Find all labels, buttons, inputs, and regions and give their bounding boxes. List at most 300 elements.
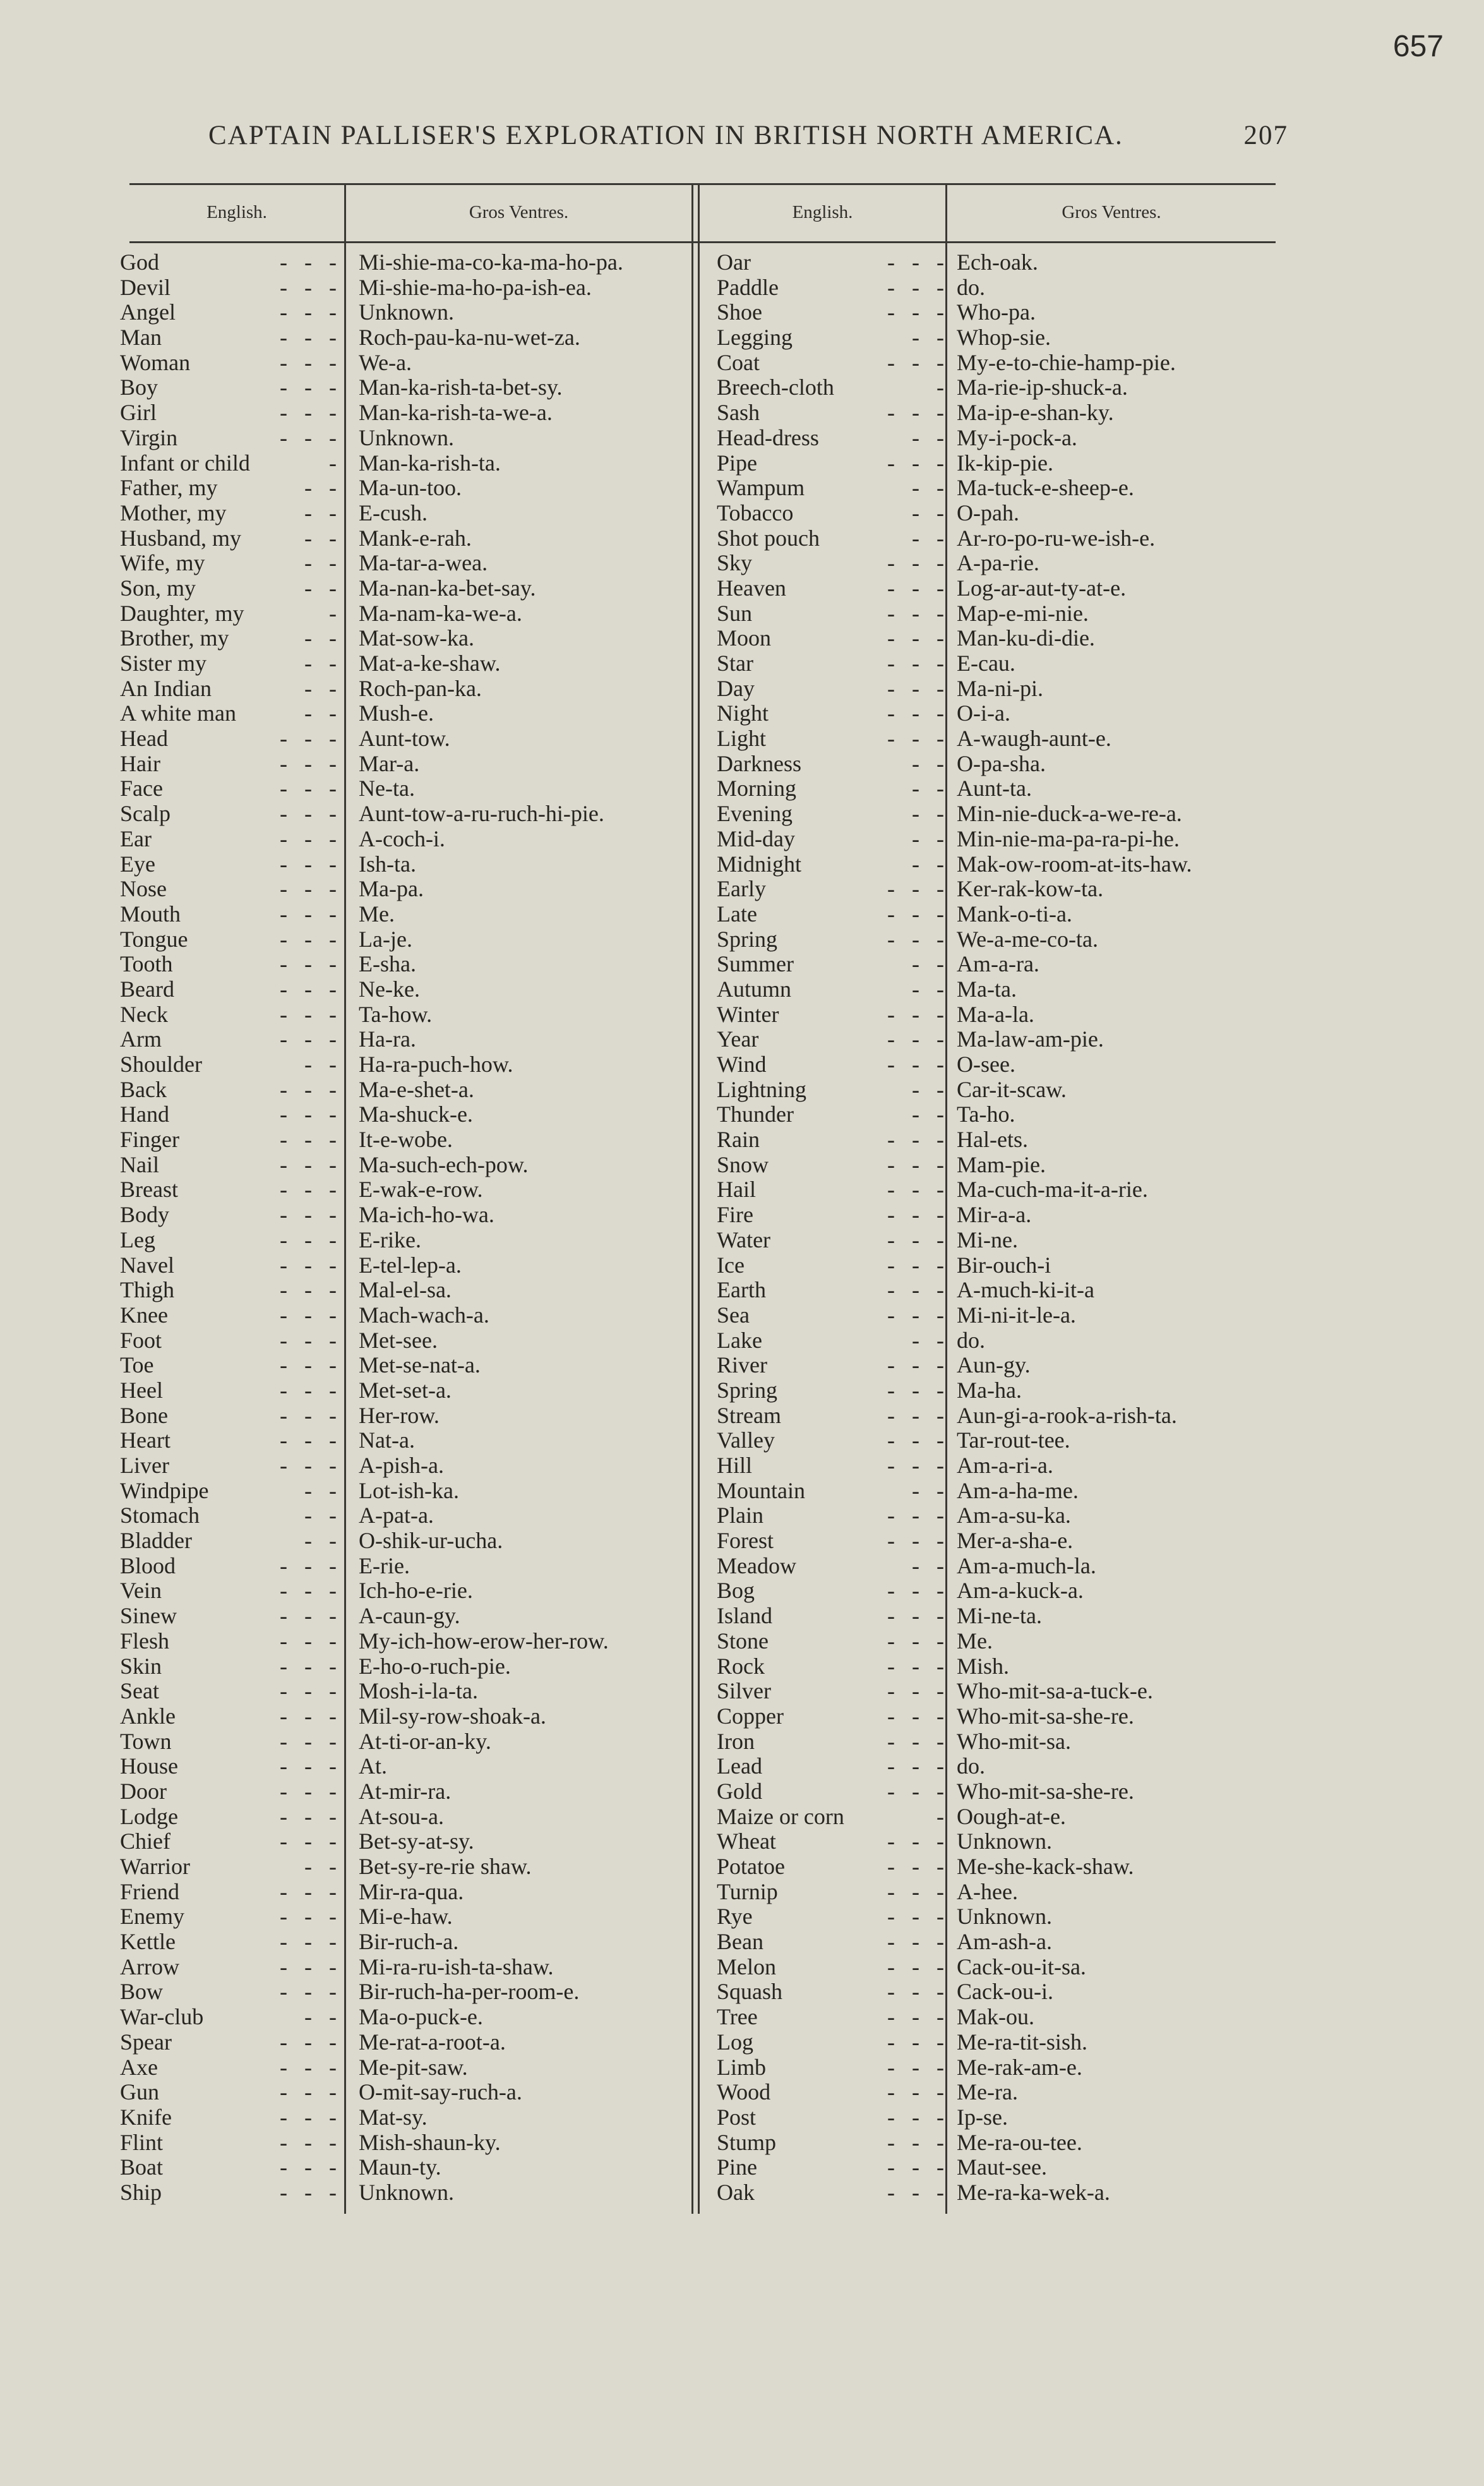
- leader-dashes: - - -: [280, 2104, 337, 2130]
- leader-dashes: - - -: [887, 1402, 944, 1428]
- table-row: [717, 1955, 1276, 1980]
- leader-dashes: - -: [304, 550, 337, 576]
- english-word: Evening: [717, 801, 793, 827]
- table-row: [120, 1754, 691, 1779]
- table-row: [120, 576, 691, 601]
- table-row: [120, 1479, 691, 1504]
- english-word: Spring: [717, 926, 778, 952]
- leader-dashes: - -: [304, 1528, 337, 1554]
- table-row: [717, 426, 1276, 451]
- running-head-title: CAPTAIN PALLISER'S EXPLORATION IN BRITISH NORTH AMERICA.: [208, 121, 1123, 150]
- english-word: Breech-cloth: [717, 375, 834, 400]
- gros-ventres-word: Met-se-nat-a.: [359, 1352, 481, 1378]
- gros-ventres-word: At-sou-a.: [359, 1803, 444, 1829]
- english-word: Turnip: [717, 1878, 778, 1904]
- gros-ventres-word: Me.: [957, 1628, 993, 1654]
- table-row: [717, 1629, 1276, 1654]
- table-row: [120, 952, 691, 977]
- leader-dashes: - -: [912, 1552, 944, 1578]
- english-word: Mouth: [120, 901, 181, 927]
- gros-ventres-word: Map-e-mi-nie.: [957, 600, 1089, 626]
- gros-ventres-word: Man-ka-rish-ta-we-a.: [359, 400, 553, 426]
- english-word: Shot pouch: [717, 525, 820, 551]
- gros-ventres-word: Ha-ra-puch-how.: [359, 1052, 513, 1077]
- table-row: [120, 927, 691, 952]
- leader-dashes: - - -: [887, 1252, 944, 1278]
- table-row: [717, 752, 1276, 777]
- table-row: [717, 1177, 1276, 1203]
- left-column: [120, 250, 691, 2206]
- table-row: [717, 952, 1276, 977]
- leader-dashes: - - -: [280, 1904, 337, 1930]
- leader-dashes: - - -: [887, 901, 944, 927]
- gros-ventres-word: Ma-ta.: [957, 976, 1017, 1002]
- gros-ventres-word: O-pah.: [957, 500, 1019, 525]
- english-word: Friend: [120, 1878, 179, 1904]
- gros-ventres-word: Mosh-i-la-ta.: [359, 1678, 478, 1704]
- english-word: Thigh: [120, 1277, 174, 1303]
- leader-dashes: - - -: [280, 400, 337, 426]
- table-row: [717, 1829, 1276, 1854]
- table-row: [120, 1829, 691, 1854]
- table-row: [120, 1904, 691, 1930]
- leader-dashes: - - -: [887, 1854, 944, 1879]
- english-word: Skin: [120, 1653, 162, 1679]
- leader-dashes: - -: [304, 1503, 337, 1528]
- leader-dashes: - - -: [280, 1803, 337, 1829]
- leader-dashes: - - -: [280, 1001, 337, 1027]
- running-head-page: 207: [1243, 121, 1288, 150]
- leader-dashes: - - -: [280, 750, 337, 776]
- table-row: [717, 601, 1276, 627]
- gros-ventres-word: Her-row.: [359, 1402, 440, 1428]
- table-row: [120, 701, 691, 726]
- leader-dashes: - - -: [280, 249, 337, 275]
- gros-ventres-word: Mar-a.: [359, 750, 420, 776]
- leader-dashes: - - -: [887, 876, 944, 902]
- gros-ventres-word: Ma-nan-ka-bet-say.: [359, 575, 536, 601]
- english-word: Ankle: [120, 1703, 176, 1729]
- english-word: Stump: [717, 2129, 777, 2155]
- table-row: [717, 400, 1276, 426]
- leader-dashes: - -: [912, 976, 944, 1002]
- table-row: [717, 250, 1276, 275]
- gros-ventres-word: At.: [359, 1753, 387, 1779]
- english-word: Foot: [120, 1327, 162, 1353]
- table-row: [717, 576, 1276, 601]
- gros-ventres-word: Mat-a-ke-shaw.: [359, 651, 501, 676]
- table-row: [120, 325, 691, 351]
- english-word: Head: [120, 726, 168, 752]
- table-row: [120, 250, 691, 275]
- leader-dashes: - - -: [887, 726, 944, 752]
- gros-ventres-word: Am-a-much-la.: [957, 1552, 1096, 1578]
- english-word: Girl: [120, 400, 157, 426]
- table-row: [120, 551, 691, 576]
- table-row: [717, 325, 1276, 351]
- english-word: Spear: [120, 2029, 172, 2055]
- table-row: [717, 1278, 1276, 1303]
- english-word: Wife, my: [120, 550, 205, 576]
- leader-dashes: - -: [304, 1052, 337, 1077]
- table-row: [120, 426, 691, 451]
- gros-ventres-word: Mi-ra-ru-ish-ta-shaw.: [359, 1954, 554, 1979]
- table-row: [120, 2005, 691, 2030]
- gros-ventres-word: Mish.: [957, 1653, 1010, 1679]
- table-row: [120, 476, 691, 501]
- english-word: Hail: [717, 1177, 756, 1203]
- leader-dashes: - - -: [887, 1302, 944, 1328]
- table-row: [717, 451, 1276, 476]
- gros-ventres-word: Nat-a.: [359, 1427, 415, 1453]
- gros-ventres-word: O-i-a.: [957, 700, 1010, 726]
- table-row: [717, 726, 1276, 752]
- leader-dashes: - -: [912, 776, 944, 802]
- gros-ventres-word: Man-ka-rish-ta.: [359, 450, 501, 476]
- table-row: [120, 1528, 691, 1554]
- leader-dashes: - - -: [887, 2004, 944, 2030]
- gros-ventres-word: Mam-pie.: [957, 1151, 1046, 1177]
- leader-dashes: - - -: [280, 826, 337, 851]
- leader-dashes: - - -: [280, 976, 337, 1002]
- english-word: Pine: [717, 2154, 758, 2180]
- english-word: Flesh: [120, 1628, 170, 1654]
- english-word: Heart: [120, 1427, 171, 1453]
- leader-dashes: - - -: [280, 2054, 337, 2080]
- english-word: Beard: [120, 976, 174, 1002]
- gros-ventres-word: Mank-o-ti-a.: [957, 901, 1072, 927]
- leader-dashes: -: [329, 450, 337, 476]
- leader-dashes: - - -: [280, 1828, 337, 1854]
- gros-ventres-word: Ma-shuck-e.: [359, 1102, 473, 1127]
- gros-ventres-word: Lot-ish-ka.: [359, 1477, 459, 1503]
- gros-ventres-word: Mir-ra-qua.: [359, 1878, 464, 1904]
- table-row: [717, 827, 1276, 852]
- leader-dashes: - - -: [280, 424, 337, 450]
- gros-ventres-word: Ma-a-la.: [957, 1001, 1034, 1027]
- gros-ventres-word: Mush-e.: [359, 700, 434, 726]
- table-row: [120, 1027, 691, 1052]
- leader-dashes: - - -: [887, 1703, 944, 1729]
- gros-ventres-word: Tar-rout-tee.: [957, 1427, 1070, 1453]
- table-row: [717, 2180, 1276, 2206]
- gros-ventres-word: Ma-law-am-pie.: [957, 1026, 1104, 1052]
- gros-ventres-word: Ha-ra.: [359, 1026, 416, 1052]
- gros-ventres-word: Ik-kip-pie.: [957, 450, 1053, 476]
- gros-ventres-word: E-tel-lep-a.: [359, 1252, 462, 1278]
- leader-dashes: - -: [912, 801, 944, 827]
- table-row: [120, 1253, 691, 1278]
- english-word: Hill: [717, 1453, 753, 1478]
- gros-ventres-word: We-a-me-co-ta.: [957, 926, 1098, 952]
- leader-dashes: - -: [912, 475, 944, 501]
- table-row: [120, 1654, 691, 1679]
- table-row: [717, 1729, 1276, 1755]
- leader-dashes: - - -: [280, 1252, 337, 1278]
- gros-ventres-word: Unknown.: [359, 424, 454, 450]
- leader-dashes: - - -: [280, 1728, 337, 1754]
- leader-dashes: - - -: [280, 901, 337, 927]
- table-row: [717, 1979, 1276, 2005]
- table-row: [120, 802, 691, 827]
- column-divider: [698, 183, 700, 2214]
- table-row: [717, 1303, 1276, 1328]
- english-word: Bow: [120, 1979, 164, 2005]
- table-row: [120, 1153, 691, 1178]
- english-word: Sister my: [120, 651, 207, 676]
- table-row: [120, 501, 691, 526]
- table-row: [717, 275, 1276, 301]
- gros-ventres-word: Bir-ruch-ha-per-room-e.: [359, 1979, 580, 2005]
- table-row: [717, 476, 1276, 501]
- leader-dashes: - - -: [280, 1678, 337, 1704]
- table-row: [717, 651, 1276, 676]
- leader-dashes: - -: [912, 500, 944, 525]
- gros-ventres-word: Mi-shie-ma-co-ka-ma-ho-pa.: [359, 249, 623, 275]
- leader-dashes: - -: [912, 325, 944, 351]
- column-divider: [691, 183, 693, 2214]
- table-row: [717, 1228, 1276, 1253]
- leader-dashes: - - -: [280, 951, 337, 977]
- gros-ventres-word: Me-rat-a-root-a.: [359, 2029, 506, 2055]
- table-row: [120, 1979, 691, 2005]
- leader-dashes: - - -: [280, 1177, 337, 1203]
- table-row: [717, 676, 1276, 702]
- english-word: Rock: [717, 1653, 765, 1679]
- leader-dashes: - - -: [280, 1753, 337, 1779]
- table-row: [717, 2055, 1276, 2081]
- leader-dashes: - -: [912, 525, 944, 551]
- leader-dashes: - -: [304, 525, 337, 551]
- leader-dashes: - - -: [887, 1979, 944, 2005]
- table-row: [120, 752, 691, 777]
- leader-dashes: - - -: [280, 2154, 337, 2180]
- table-row: [717, 1102, 1276, 1127]
- gros-ventres-word: Ma-tuck-e-sheep-e.: [957, 475, 1134, 501]
- table-row: [120, 1078, 691, 1103]
- english-word: Gold: [717, 1778, 762, 1804]
- english-word: Kettle: [120, 1929, 176, 1955]
- english-word: Heel: [120, 1377, 163, 1403]
- gros-ventres-word: Aun-gy.: [957, 1352, 1031, 1378]
- table-row: [120, 1554, 691, 1579]
- table-row: [120, 1052, 691, 1078]
- table-row: [120, 1002, 691, 1028]
- english-word: Shoe: [717, 299, 762, 325]
- english-word: Tongue: [120, 926, 188, 952]
- leader-dashes: - - -: [887, 1001, 944, 1027]
- leader-dashes: - - -: [280, 1302, 337, 1328]
- table-row: [120, 1729, 691, 1755]
- leader-dashes: -: [329, 600, 337, 626]
- gros-ventres-word: E-cau.: [957, 651, 1015, 676]
- leader-dashes: - - -: [887, 575, 944, 601]
- table-row: [120, 1102, 691, 1127]
- leader-dashes: - - -: [887, 2179, 944, 2205]
- english-word: Pipe: [717, 450, 758, 476]
- leader-dashes: - - -: [887, 2129, 944, 2155]
- table-row: [717, 1554, 1276, 1579]
- table-row: [120, 375, 691, 400]
- table-row: [120, 1228, 691, 1253]
- english-word: Legging: [717, 325, 793, 351]
- leader-dashes: - - -: [887, 1603, 944, 1629]
- english-word: Forest: [717, 1528, 774, 1554]
- leader-dashes: - - -: [887, 1954, 944, 1979]
- english-word: Log: [717, 2029, 753, 2055]
- table-row: [120, 1604, 691, 1629]
- gros-ventres-word: Ne-ke.: [359, 976, 420, 1002]
- gros-ventres-word: La-je.: [359, 926, 412, 952]
- gros-ventres-word: do.: [957, 274, 985, 300]
- table-row: [717, 1578, 1276, 1604]
- table-row: [717, 1754, 1276, 1779]
- leader-dashes: - - -: [280, 2129, 337, 2155]
- english-word: Wind: [717, 1052, 767, 1077]
- english-word: Leg: [120, 1227, 155, 1252]
- leader-dashes: - - -: [280, 1402, 337, 1428]
- gros-ventres-word: Ma-tar-a-wea.: [359, 550, 488, 576]
- gros-ventres-word: Ma-cuch-ma-it-a-rie.: [957, 1177, 1148, 1203]
- gros-ventres-word: Bet-sy-re-rie shaw.: [359, 1854, 532, 1879]
- table-row: [120, 1353, 691, 1378]
- english-word: Blood: [120, 1552, 176, 1578]
- gros-ventres-word: Who-mit-sa-she-re.: [957, 1778, 1134, 1804]
- table-row: [717, 2030, 1276, 2055]
- english-word: Tree: [717, 2004, 758, 2030]
- english-word: Bladder: [120, 1528, 192, 1554]
- table-row: [120, 1328, 691, 1354]
- leader-dashes: - - -: [280, 2079, 337, 2105]
- english-word: Fire: [717, 1202, 753, 1228]
- gros-ventres-word: Who-mit-sa-she-re.: [957, 1703, 1134, 1729]
- gros-ventres-word: Bet-sy-at-sy.: [359, 1828, 474, 1854]
- leader-dashes: - -: [304, 700, 337, 726]
- gros-ventres-word: Who-pa.: [957, 299, 1036, 325]
- leader-dashes: - - -: [280, 1277, 337, 1303]
- english-word: Water: [717, 1227, 771, 1252]
- gros-ventres-word: Me-she-kack-shaw.: [957, 1854, 1134, 1879]
- leader-dashes: - - -: [280, 2029, 337, 2055]
- gros-ventres-word: Me-ra-ou-tee.: [957, 2129, 1082, 2155]
- table-row: [120, 2180, 691, 2206]
- table-row: [120, 676, 691, 702]
- english-word: Earth: [717, 1277, 766, 1303]
- gros-ventres-word: Min-nie-duck-a-we-re-a.: [957, 801, 1182, 827]
- english-word: Midnight: [717, 851, 802, 877]
- english-word: Head-dress: [717, 424, 819, 450]
- gros-ventres-word: My-i-pock-a.: [957, 424, 1077, 450]
- leader-dashes: -: [936, 375, 944, 400]
- leader-dashes: - - -: [280, 299, 337, 325]
- english-word: Enemy: [120, 1904, 184, 1930]
- table-row: [717, 701, 1276, 726]
- english-word: Sash: [717, 400, 760, 426]
- english-word: Late: [717, 901, 757, 927]
- gros-ventres-word: Ma-nam-ka-we-a.: [359, 600, 522, 626]
- gros-ventres-word: Ta-how.: [359, 1001, 433, 1027]
- leader-dashes: - - -: [280, 1227, 337, 1252]
- leader-dashes: - - -: [280, 851, 337, 877]
- leader-dashes: - -: [912, 951, 944, 977]
- english-word: Back: [120, 1076, 167, 1102]
- table-row: [717, 1078, 1276, 1103]
- english-word: Oar: [717, 249, 751, 275]
- table-row: [120, 2080, 691, 2105]
- leader-dashes: - - -: [887, 1578, 944, 1604]
- gros-ventres-word: Roch-pan-ka.: [359, 675, 482, 701]
- english-word: Iron: [717, 1728, 755, 1754]
- gros-ventres-word: Am-a-ri-a.: [957, 1453, 1053, 1478]
- header-right-english: English.: [792, 202, 853, 222]
- table-row: [120, 1804, 691, 1830]
- english-word: Face: [120, 776, 163, 802]
- header-left-gros-ventres: Gros Ventres.: [469, 202, 569, 222]
- table-row: [717, 2005, 1276, 2030]
- leader-dashes: - - -: [887, 1628, 944, 1654]
- table-row: [717, 1528, 1276, 1554]
- english-word: Island: [717, 1603, 772, 1629]
- leader-dashes: - - -: [887, 2079, 944, 2105]
- gros-ventres-word: O-pa-sha.: [957, 750, 1046, 776]
- gros-ventres-word: Mir-a-a.: [957, 1202, 1032, 1228]
- english-word: Knee: [120, 1302, 168, 1328]
- leader-dashes: - - -: [887, 2054, 944, 2080]
- english-word: Morning: [717, 776, 796, 802]
- leader-dashes: - - -: [887, 926, 944, 952]
- table-row: [717, 2130, 1276, 2156]
- leader-dashes: - - -: [280, 1653, 337, 1679]
- table-row: [717, 626, 1276, 651]
- gros-ventres-word: Ma-such-ech-pow.: [359, 1151, 529, 1177]
- english-word: Snow: [717, 1151, 769, 1177]
- table-row: [717, 852, 1276, 877]
- table-row: [120, 1303, 691, 1328]
- gros-ventres-word: Ip-se.: [957, 2104, 1008, 2130]
- english-word: Light: [717, 726, 766, 752]
- leader-dashes: - - -: [280, 2179, 337, 2205]
- table-row: [120, 1428, 691, 1453]
- leader-dashes: - - -: [887, 1929, 944, 1955]
- english-word: Brother, my: [120, 625, 229, 651]
- gros-ventres-word: Man-ku-di-die.: [957, 625, 1095, 651]
- table-row: [717, 1804, 1276, 1830]
- english-word: Moon: [717, 625, 772, 651]
- table-row: [120, 526, 691, 551]
- table-row: [717, 1027, 1276, 1052]
- gros-ventres-word: Mank-e-rah.: [359, 525, 472, 551]
- table-row: [120, 451, 691, 476]
- english-word: Stone: [717, 1628, 769, 1654]
- english-word: Body: [120, 1202, 170, 1228]
- table-row: [120, 1880, 691, 1905]
- gros-ventres-word: Oough-at-e.: [957, 1803, 1066, 1829]
- gros-ventres-word: Mak-ow-room-at-its-haw.: [957, 851, 1192, 877]
- gros-ventres-word: O-see.: [957, 1052, 1015, 1077]
- gros-ventres-word: Me-ra-ka-wek-a.: [957, 2179, 1110, 2205]
- english-word: Flint: [120, 2129, 164, 2155]
- leader-dashes: - - -: [887, 2104, 944, 2130]
- gros-ventres-word: Ma-o-puck-e.: [359, 2004, 483, 2030]
- gros-ventres-word: My-e-to-chie-hamp-pie.: [957, 349, 1176, 375]
- leader-dashes: - - -: [887, 1202, 944, 1228]
- gros-ventres-word: Unknown.: [359, 299, 454, 325]
- english-word: Son, my: [120, 575, 196, 601]
- table-row: [717, 1503, 1276, 1528]
- table-row: [717, 375, 1276, 400]
- english-word: Husband, my: [120, 525, 241, 551]
- english-word: Plain: [717, 1503, 764, 1528]
